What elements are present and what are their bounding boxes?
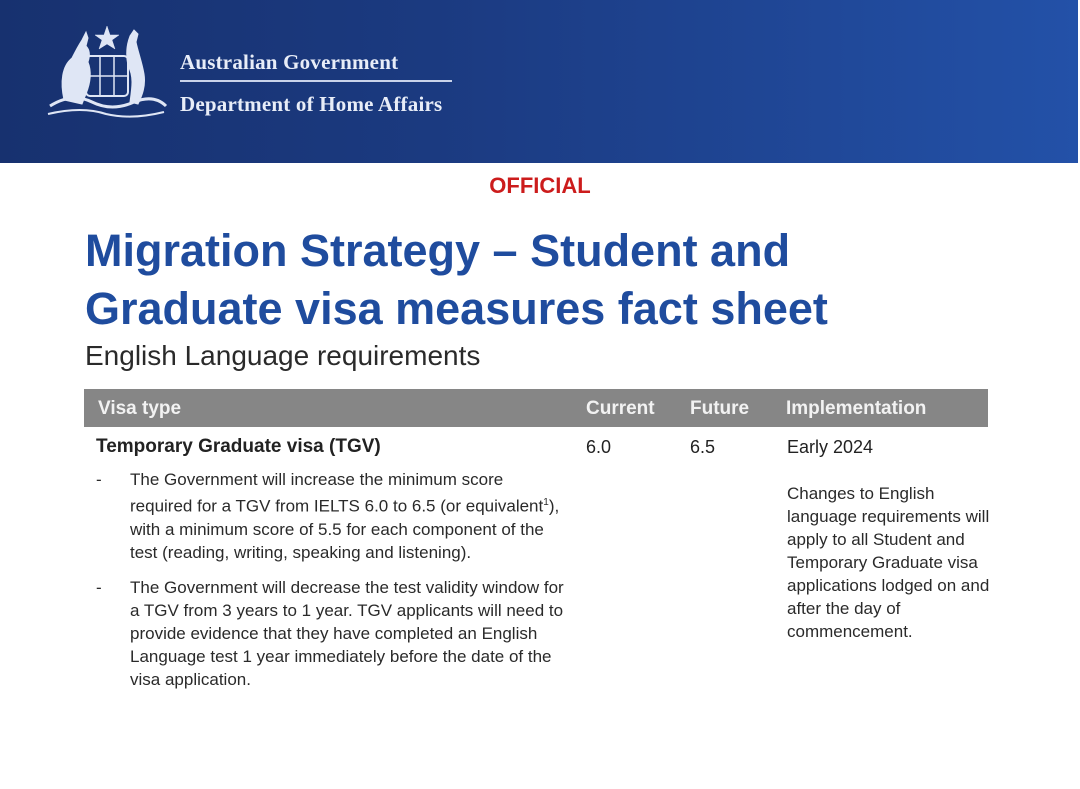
- classification-label: OFFICIAL: [489, 173, 591, 198]
- bullet-marker: -: [96, 577, 102, 597]
- current-score-cell: 6.0: [586, 437, 612, 457]
- bullet-text: The Government will decrease the test validity window for a TGV from 3 years to 1 year. TGV applicants will need to provide evidence that they have completed an English Language test 1 year immediately before the date of the visa application.: [130, 577, 564, 689]
- header-implementation: Implementation: [786, 398, 927, 419]
- table-header: [84, 389, 988, 427]
- list-item: [96, 468, 566, 564]
- header-current: Current: [586, 398, 655, 419]
- government-name: Australian Government: [180, 50, 399, 74]
- page-title-line-1: Migration Strategy – Student and: [85, 225, 791, 276]
- header-future: Future: [690, 398, 750, 419]
- measures-list: [96, 468, 566, 703]
- header-divider: [180, 80, 452, 82]
- footnote-marker: 1: [543, 497, 549, 508]
- bullet-marker: -: [96, 470, 102, 489]
- bullet-text-part-2: ), with a minimum score of 5.5 for each component of the test (reading, writing, speaking and listening).: [130, 496, 560, 562]
- implementation-date-cell: Early 2024: [787, 437, 874, 457]
- section-subtitle: English Language requirements: [85, 340, 481, 371]
- header-visa-type: Visa type: [98, 398, 182, 419]
- future-score-cell: 6.5: [690, 437, 716, 457]
- page-title-line-2: Graduate visa measures fact sheet: [85, 283, 828, 334]
- page-title: [85, 222, 1045, 338]
- bullet-text-part-1: The Government will increase the minimum score required for a TGV from IELTS 6.0 to 6.5 (or equivalent: [130, 470, 544, 516]
- visa-type-cell: Temporary Graduate visa (TGV): [96, 436, 381, 457]
- list-item: [96, 576, 566, 691]
- implementation-note: Changes to English language requirements will apply to all Student and Temporary Graduate visa applications lodged on and after the day of commencement.: [787, 484, 990, 641]
- department-name: Department of Home Affairs: [180, 92, 443, 116]
- coat-of-arms-icon: [42, 22, 170, 122]
- header-banner: [0, 0, 1078, 163]
